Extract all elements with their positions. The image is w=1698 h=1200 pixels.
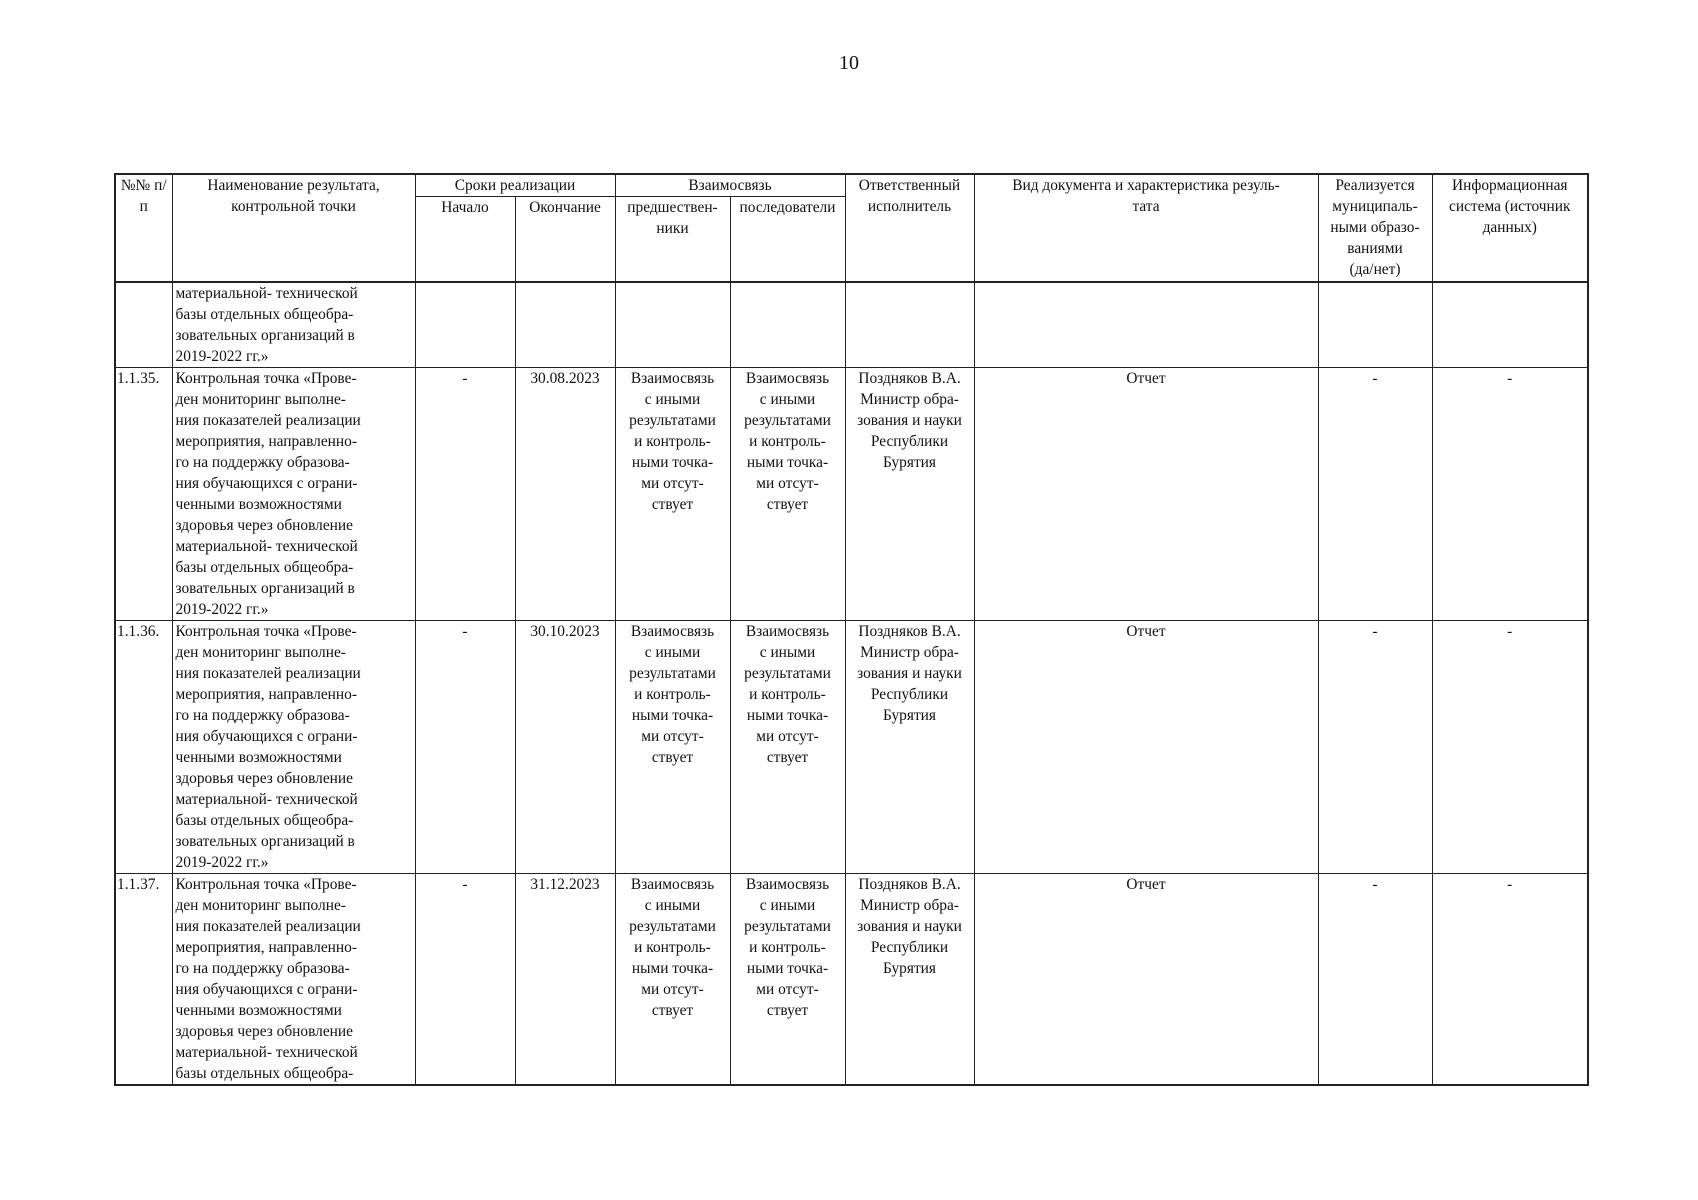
- row-name: Контрольная точка «Прове- ден мониторинг выполне- ния показателей реализации мероприятия, направленно- го на поддержку образова- ния обучающихся с ограни- ченными возможностями здоровья через обновление материальной- технической базы отдельных общеобра- зовательных организаций в 2019-2022 гг.»: [172, 368, 415, 621]
- row-municipal: -: [1318, 368, 1432, 621]
- row-successors: Взаимосвязь с иными результатами и контроль- ными точка- ми отсут- ствует: [730, 874, 845, 1086]
- table-row: [115, 282, 1588, 368]
- header-num: №№ п/п: [115, 174, 172, 282]
- row-name: Контрольная точка «Прове- ден мониторинг выполне- ния показателей реализации мероприятия, направленно- го на поддержку образова- ния обучающихся с ограни- ченными возможностями здоровья через обновление материальной- технической базы отдельных общеобра- зовательных организаций в 2019-2022 гг.»: [172, 621, 415, 874]
- table-row: [115, 874, 1588, 1086]
- row-start: -: [415, 621, 515, 874]
- row-end: 31.12.2023: [515, 874, 615, 1086]
- header-municipal: Реализуется муниципаль- ными образо- ваниями (да/нет): [1318, 174, 1432, 282]
- header-doc-type: Вид документа и характеристика резуль- тата: [974, 174, 1318, 282]
- header-responsible: Ответственный исполнитель: [845, 174, 974, 282]
- row-start: -: [415, 368, 515, 621]
- row-responsible: Поздняков В.А. Министр обра- зования и науки Республики Бурятия: [845, 368, 974, 621]
- header-successors: последователи: [730, 197, 845, 283]
- row-end: 30.08.2023: [515, 368, 615, 621]
- row-info-system: -: [1432, 621, 1588, 874]
- row-start: -: [415, 874, 515, 1086]
- row-responsible: Поздняков В.А. Министр обра- зования и науки Республики Бурятия: [845, 621, 974, 874]
- row-successors: Взаимосвязь с иными результатами и контроль- ными точка- ми отсут- ствует: [730, 621, 845, 874]
- row-predecessors: Взаимосвязь с иными результатами и контроль- ными точка- ми отсут- ствует: [615, 874, 730, 1086]
- row-predecessors: Взаимосвязь с иными результатами и контроль- ными точка- ми отсут- ствует: [615, 368, 730, 621]
- row-name: материальной- технической базы отдельных общеобра- зовательных организаций в 2019-2022 гг.»: [172, 282, 415, 368]
- row-num: 1.1.36.: [115, 621, 172, 874]
- table-row: [115, 621, 1588, 874]
- header-predecessors: предшествен- ники: [615, 197, 730, 283]
- row-end: 30.10.2023: [515, 621, 615, 874]
- page-number: 10: [839, 52, 859, 74]
- header-start: Начало: [415, 197, 515, 283]
- row-responsible: Поздняков В.А. Министр обра- зования и науки Республики Бурятия: [845, 874, 974, 1086]
- header-info-system: Информационная система (источник данных): [1432, 174, 1588, 282]
- row-info-system: [1432, 282, 1588, 368]
- row-doc-type: Отчет: [974, 621, 1318, 874]
- header-name: Наименование результата, контрольной точки: [172, 174, 415, 282]
- row-doc-type: [974, 282, 1318, 368]
- table-row: [115, 368, 1588, 621]
- row-num: 1.1.37.: [115, 874, 172, 1086]
- row-info-system: -: [1432, 874, 1588, 1086]
- row-doc-type: Отчет: [974, 874, 1318, 1086]
- row-num: [115, 282, 172, 368]
- row-municipal: -: [1318, 874, 1432, 1086]
- row-predecessors: Взаимосвязь с иными результатами и контроль- ными точка- ми отсут- ствует: [615, 621, 730, 874]
- header-end: Окончание: [515, 197, 615, 283]
- row-end: [515, 282, 615, 368]
- row-successors: [730, 282, 845, 368]
- row-municipal: -: [1318, 621, 1432, 874]
- row-successors: Взаимосвязь с иными результатами и контроль- ными точка- ми отсут- ствует: [730, 368, 845, 621]
- row-num: 1.1.35.: [115, 368, 172, 621]
- row-doc-type: Отчет: [974, 368, 1318, 621]
- table-header: [115, 174, 1588, 282]
- plan-table: [114, 173, 1589, 1086]
- row-municipal: [1318, 282, 1432, 368]
- header-terms: Сроки реализации: [415, 174, 615, 197]
- row-name: Контрольная точка «Прове- ден мониторинг выполне- ния показателей реализации мероприятия, направленно- го на поддержку образова- ния обучающихся с ограни- ченными возможностями здоровья через обновление материальной- технической базы отдельных общеобра-: [172, 874, 415, 1086]
- row-predecessors: [615, 282, 730, 368]
- header-relation: Взаимосвязь: [615, 174, 845, 197]
- row-start: [415, 282, 515, 368]
- row-info-system: -: [1432, 368, 1588, 621]
- table-body: [115, 282, 1588, 1085]
- row-responsible: [845, 282, 974, 368]
